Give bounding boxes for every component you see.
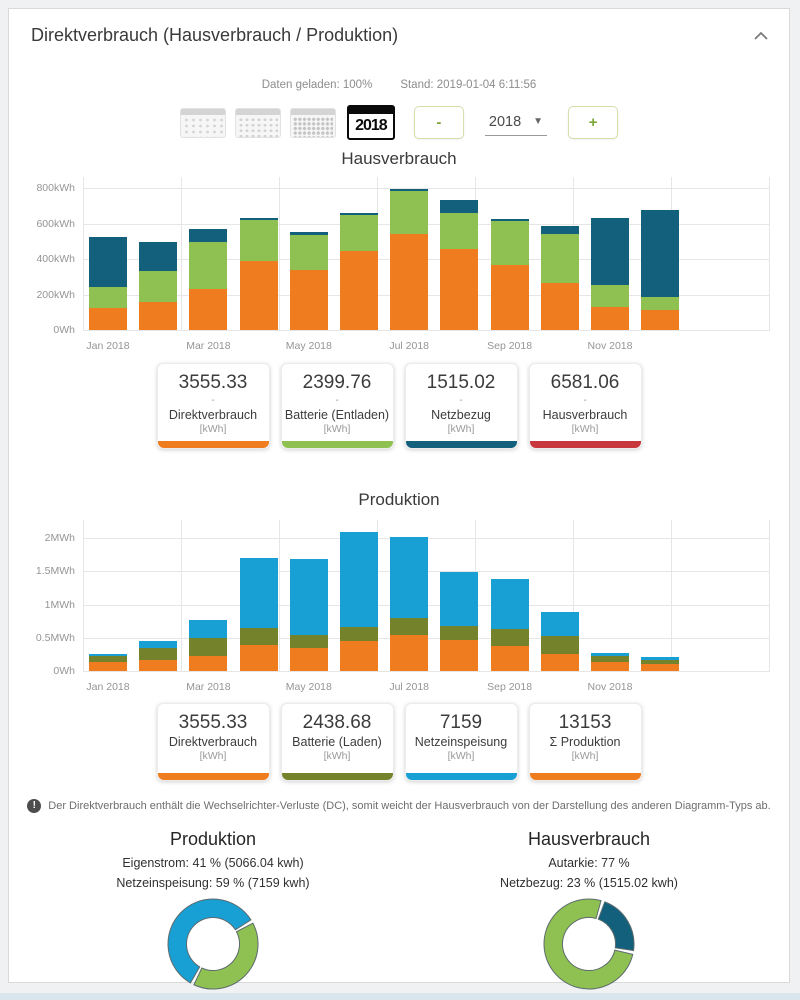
- x-axis-tick-label: Mar 2018: [186, 340, 231, 352]
- bar-segment-batterie-entladen-: [591, 285, 629, 307]
- produktion-cards-row: [9, 703, 789, 781]
- stat-value: 2438.68: [302, 712, 372, 733]
- period-controls: [9, 105, 789, 140]
- stat-color-bar: [158, 441, 269, 448]
- stat-color-bar: [282, 441, 393, 448]
- bar-segment-batterie-entladen-: [641, 297, 679, 310]
- stat-unit: [kWh]: [323, 750, 351, 762]
- y-axis-tick-label: 600kWh: [36, 217, 75, 230]
- bar-segment-direktverbrauch: [139, 302, 177, 330]
- calendar-day-icon[interactable]: [180, 108, 226, 138]
- stat-value: 2399.76: [302, 372, 372, 393]
- vertical-gridline: [769, 520, 770, 671]
- bar-segment-netzbezug: [390, 189, 428, 191]
- x-axis-tick-label: May 2018: [285, 681, 332, 693]
- year-minus-button[interactable]: -: [414, 106, 464, 139]
- bar-segment-netzeinspeisung: [641, 657, 679, 660]
- bar-segment-direktverbrauch: [541, 283, 579, 330]
- bar-segment-batterie-entladen-: [440, 213, 478, 249]
- calendar-month-icon[interactable]: [290, 108, 336, 138]
- bar-segment-netzbezug: [240, 218, 278, 220]
- stat-dash: -: [459, 395, 463, 406]
- horizontal-gridline: [83, 671, 770, 672]
- caret-down-icon: ▼: [533, 116, 544, 127]
- x-axis-tick-label: Mar 2018: [186, 681, 231, 693]
- bar-segment-batterie-laden-: [340, 627, 378, 641]
- hausverbrauch-donut-chart: [541, 896, 637, 992]
- x-axis-tick-label: Jul 2018: [389, 340, 430, 352]
- stat-card-batterie-laden: [281, 703, 394, 781]
- bar-segment-netzbezug: [641, 210, 679, 297]
- bar-segment-batterie-laden-: [591, 656, 629, 663]
- bar-segment-direktverbrauch: [89, 308, 127, 330]
- year-select[interactable]: [485, 110, 547, 136]
- bar-segment-batterie-laden-: [491, 629, 529, 646]
- calendar-year-label: 2018: [355, 117, 387, 134]
- x-axis-tick-label: Jan 2018: [86, 681, 130, 693]
- stat-color-bar: [158, 773, 269, 780]
- stat-label: Netzeinspeisung: [414, 735, 508, 749]
- status-row: [9, 79, 789, 91]
- bar-segment-batterie-laden-: [641, 660, 679, 664]
- bar-segment-batterie-entladen-: [290, 235, 328, 271]
- stat-label: Direktverbrauch: [168, 735, 258, 749]
- bar-segment-batterie-laden-: [89, 656, 127, 662]
- vertical-gridline: [769, 177, 770, 330]
- y-axis-tick-label: 0Wh: [53, 665, 75, 677]
- bar-segment-direktverbrauch: [390, 635, 428, 671]
- hausverbrauch-cards-row: [9, 363, 789, 449]
- x-axis-tick-label: Nov 2018: [587, 681, 633, 693]
- netzbezug-line: Netzbezug: 23 % (1515.02 kwh): [500, 876, 678, 890]
- note-text: Der Direktverbrauch enthält die Wechselrichter-Verluste (DC), somit weicht der Hausverbrauch von der Darstellung des anderen Diagramm-Typs ab.: [48, 800, 771, 812]
- calendar-year-header: [349, 107, 393, 114]
- bar-segment-netzeinspeisung: [189, 620, 227, 638]
- stat-label: Σ Produktion: [549, 735, 621, 749]
- hausverbrauch-donut-section: [419, 829, 759, 997]
- y-axis-tick-label: 400kWh: [36, 253, 75, 265]
- vertical-gridline: [671, 520, 672, 671]
- bar-segment-direktverbrauch: [591, 307, 629, 330]
- bar-segment-direktverbrauch: [641, 310, 679, 330]
- stat-unit: [kWh]: [199, 423, 227, 435]
- hausverbrauch-chart: [9, 171, 791, 367]
- bar-segment-direktverbrauch: [340, 251, 378, 330]
- stat-label: Direktverbrauch: [168, 408, 258, 422]
- stat-color-bar: [406, 773, 517, 780]
- bar-segment-netzbezug: [89, 237, 127, 288]
- bar-segment-batterie-laden-: [139, 648, 177, 661]
- bar-segment-batterie-entladen-: [89, 287, 127, 307]
- bar-segment-direktverbrauch: [440, 640, 478, 671]
- bar-segment-batterie-entladen-: [189, 242, 227, 289]
- donut-title: Hausverbrauch: [527, 829, 651, 849]
- vertical-gridline: [83, 177, 84, 330]
- bar-segment-batterie-laden-: [440, 626, 478, 641]
- bar-segment-batterie-laden-: [240, 628, 278, 645]
- stat-unit: [kWh]: [571, 750, 599, 762]
- stat-card-netzbezug: [405, 363, 518, 449]
- stat-unit: [kWh]: [571, 423, 599, 435]
- calendar-year-icon[interactable]: [347, 105, 395, 140]
- stat-unit: [kWh]: [323, 423, 351, 435]
- eigenstrom-line: Eigenstrom: 41 % (5066.04 kwh): [122, 856, 304, 870]
- produktion-donut-chart: [165, 896, 261, 992]
- vertical-gridline: [279, 520, 280, 671]
- exclamation-circle-icon: !: [27, 799, 41, 813]
- donut-title: Produktion: [169, 829, 257, 849]
- bar-segment-direktverbrauch: [591, 662, 629, 671]
- panel-title: Direktverbrauch (Hausverbrauch / Produktion): [31, 25, 399, 45]
- y-axis-tick-label: 1MWh: [44, 598, 75, 611]
- bar-segment-direktverbrauch: [491, 646, 529, 671]
- stat-label: Hausverbrauch: [542, 408, 628, 422]
- stand-timestamp: Stand: 2019-01-04 6:11:56: [400, 79, 537, 91]
- stat-dash: -: [335, 395, 339, 406]
- bar-segment-direktverbrauch: [290, 648, 328, 671]
- bar-segment-direktverbrauch: [89, 662, 127, 671]
- year-select-value: 2018: [488, 113, 522, 130]
- produktion-chart: [9, 516, 791, 712]
- calendar-week-icon[interactable]: [235, 108, 281, 138]
- bar-segment-direktverbrauch: [240, 645, 278, 671]
- bar-segment-direktverbrauch: [189, 289, 227, 330]
- bar-segment-direktverbrauch: [189, 656, 227, 671]
- bar-segment-netzeinspeisung: [340, 532, 378, 627]
- stat-unit: [kWh]: [447, 423, 475, 435]
- autarkie-line: Autarkie: 77 %: [548, 856, 630, 870]
- bar-segment-netzeinspeisung: [240, 558, 278, 628]
- bar-segment-direktverbrauch: [491, 265, 529, 330]
- bar-segment-netzbezug: [340, 213, 378, 214]
- y-axis-tick-label: 200kWh: [36, 288, 75, 301]
- bar-segment-netzbezug: [290, 232, 328, 234]
- bar-segment-netzbezug: [491, 219, 529, 221]
- bar-segment-batterie-entladen-: [139, 271, 177, 302]
- bar-segment-netzeinspeisung: [491, 579, 529, 629]
- bar-segment-netzeinspeisung: [89, 654, 127, 657]
- bar-segment-batterie-laden-: [189, 638, 227, 655]
- bar-segment-batterie-entladen-: [541, 234, 579, 283]
- y-axis-tick-label: 0.5MWh: [35, 631, 75, 644]
- bar-segment-netzeinspeisung: [440, 572, 478, 626]
- bar-segment-batterie-entladen-: [340, 215, 378, 251]
- hausverbrauch-chart-title: Hausverbrauch: [341, 149, 457, 168]
- chevron-up-icon[interactable]: [753, 29, 771, 43]
- stat-value: 13153: [558, 712, 612, 733]
- bar-segment-netzbezug: [189, 229, 227, 242]
- stat-value: 3555.33: [178, 372, 248, 393]
- stat-card-batterie-entladen: [281, 363, 394, 449]
- bar-segment-netzeinspeisung: [390, 537, 428, 619]
- bar-segment-direktverbrauch: [641, 664, 679, 671]
- year-plus-button[interactable]: +: [568, 106, 618, 139]
- stat-color-bar: [530, 773, 641, 780]
- stat-value: 6581.06: [550, 372, 620, 393]
- direktverbrauch-panel: [8, 8, 790, 983]
- netzeinspeisung-line: Netzeinspeisung: 59 % (7159 kwh): [116, 876, 310, 890]
- bar-segment-netzeinspeisung: [290, 559, 328, 635]
- donut-slice-netzbezug: [598, 902, 634, 951]
- bar-segment-direktverbrauch: [290, 270, 328, 330]
- stat-card-hausverbrauch: [529, 363, 642, 449]
- bar-segment-direktverbrauch: [240, 261, 278, 330]
- stat-value: 1515.02: [426, 372, 496, 393]
- bar-segment-netzbezug: [139, 242, 177, 270]
- bar-segment-netzeinspeisung: [139, 641, 177, 648]
- bar-segment-netzeinspeisung: [591, 653, 629, 656]
- horizontal-gridline: [83, 330, 770, 331]
- stat-value: 3555.33: [178, 712, 248, 733]
- bar-segment-netzbezug: [440, 200, 478, 212]
- stat-color-bar: [406, 441, 517, 448]
- x-axis-tick-label: Sep 2018: [487, 681, 533, 693]
- bar-segment-batterie-laden-: [290, 635, 328, 648]
- stat-value: 7159: [439, 712, 483, 733]
- stat-label: Netzbezug: [431, 408, 491, 422]
- bar-segment-batterie-entladen-: [240, 220, 278, 262]
- x-axis-tick-label: Jul 2018: [389, 681, 430, 693]
- bar-segment-batterie-entladen-: [390, 191, 428, 234]
- y-axis-tick-label: 1.5MWh: [35, 565, 75, 578]
- bar-segment-direktverbrauch: [440, 249, 478, 330]
- stat-unit: [kWh]: [199, 750, 227, 762]
- x-axis-tick-label: May 2018: [285, 340, 332, 352]
- stat-card-direktverbrauch: [157, 703, 270, 781]
- bar-segment-direktverbrauch: [340, 641, 378, 671]
- stat-card-netzeinspeisung: [405, 703, 518, 781]
- vertical-gridline: [181, 177, 182, 330]
- bar-segment-netzbezug: [591, 218, 629, 285]
- page-footer-strip: [0, 993, 800, 1000]
- y-axis-tick-label: 2MWh: [44, 532, 75, 544]
- data-loaded-status: Daten geladen: 100%: [261, 79, 373, 91]
- vertical-gridline: [83, 520, 84, 671]
- vertical-gridline: [279, 177, 280, 330]
- bar-segment-batterie-laden-: [541, 636, 579, 654]
- bar-segment-netzbezug: [541, 226, 579, 234]
- donut-slice-eigenstrom: [194, 923, 258, 989]
- stat-color-bar: [282, 773, 393, 780]
- bar-segment-direktverbrauch: [390, 234, 428, 330]
- y-axis-tick-label: 0Wh: [53, 324, 75, 336]
- vertical-gridline: [181, 520, 182, 671]
- stat-card-summe-produktion: [529, 703, 642, 781]
- produktion-chart-title: Produktion: [358, 490, 440, 509]
- stat-unit: [kWh]: [447, 750, 475, 762]
- stat-color-bar: [530, 441, 641, 448]
- info-note: [9, 799, 789, 813]
- x-axis-tick-label: Nov 2018: [587, 340, 633, 352]
- x-axis-tick-label: Sep 2018: [487, 340, 533, 352]
- stat-card-direktverbrauch: [157, 363, 270, 449]
- bar-segment-netzeinspeisung: [541, 612, 579, 635]
- bar-segment-batterie-laden-: [390, 618, 428, 635]
- bar-segment-batterie-entladen-: [491, 221, 529, 265]
- bar-segment-direktverbrauch: [139, 660, 177, 671]
- x-axis-tick-label: Jan 2018: [86, 340, 130, 352]
- y-axis-tick-label: 800kWh: [36, 182, 75, 194]
- stat-label: Batterie (Entladen): [284, 408, 390, 422]
- produktion-donut-section: [43, 829, 383, 997]
- bar-segment-direktverbrauch: [541, 654, 579, 671]
- stat-dash: -: [211, 395, 215, 406]
- stat-label: Batterie (Laden): [292, 735, 382, 749]
- stat-dash: -: [583, 395, 587, 406]
